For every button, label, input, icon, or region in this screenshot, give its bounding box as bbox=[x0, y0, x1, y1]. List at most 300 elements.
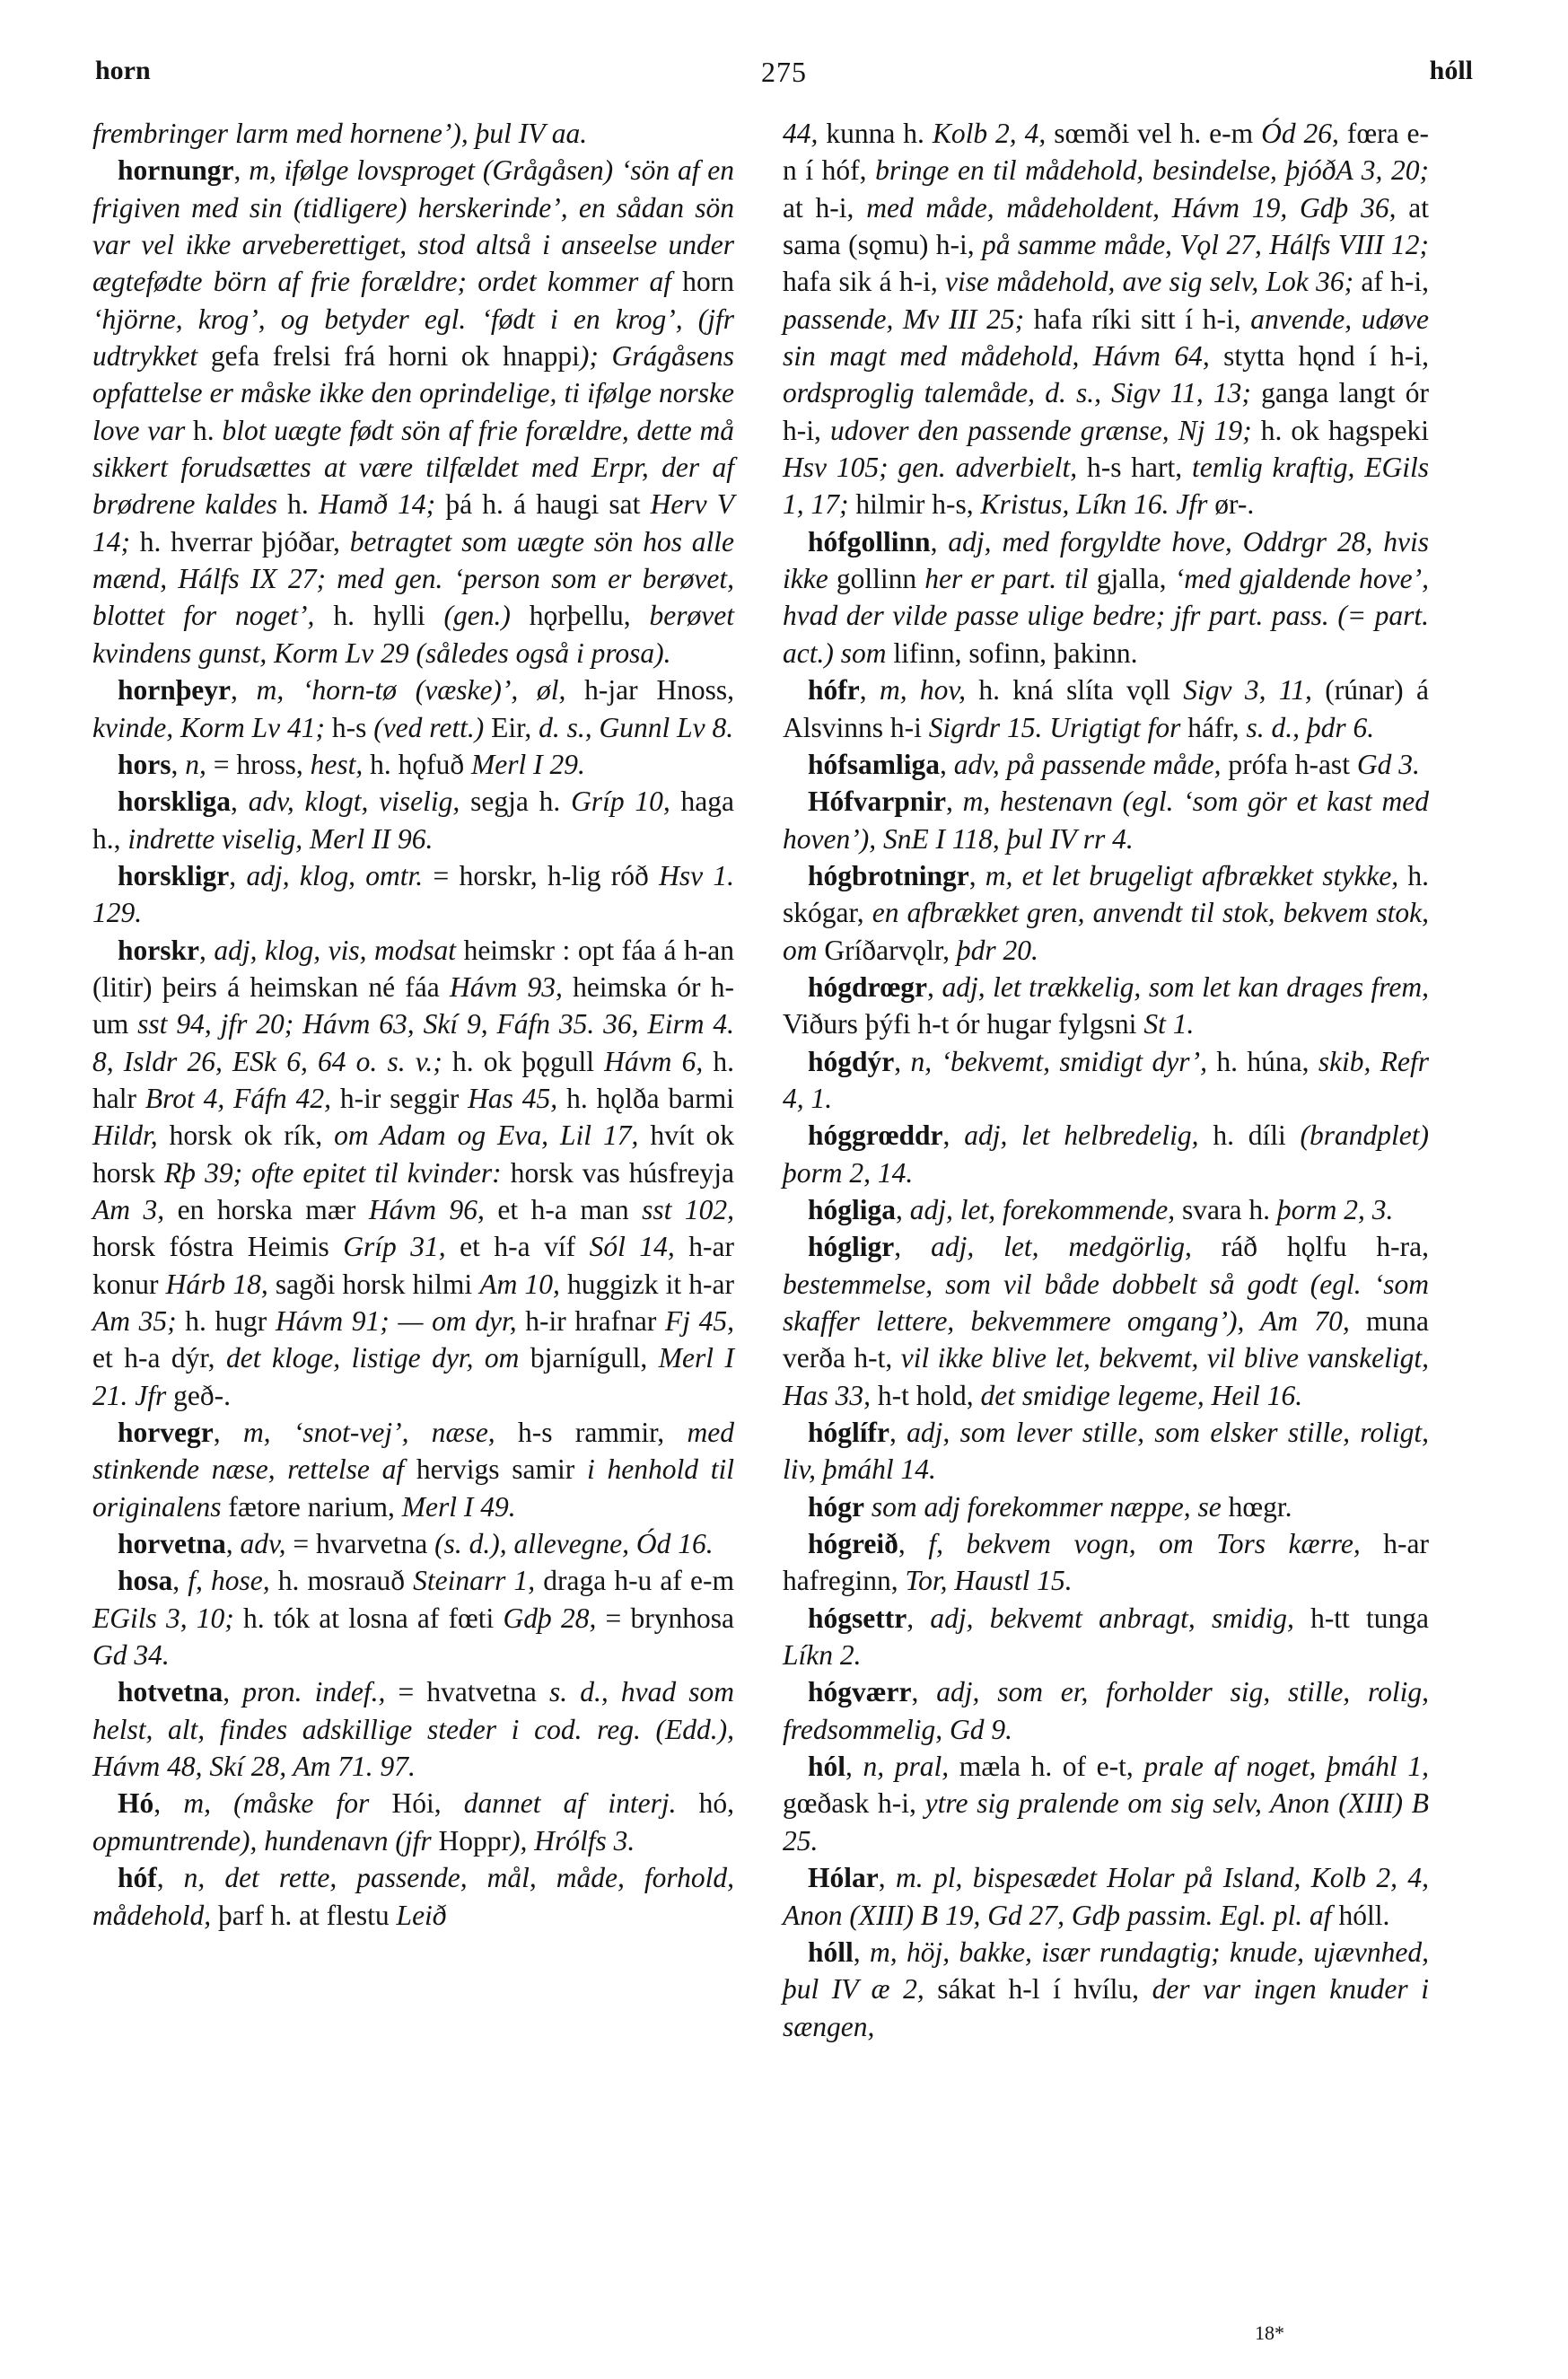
headword: hornungr bbox=[118, 154, 234, 187]
example-text: hafa ríki sitt í h-i, bbox=[1033, 303, 1251, 335]
running-head-first-word: horn bbox=[95, 56, 151, 85]
example-text: h. hylli bbox=[333, 600, 444, 632]
gloss-text: s. d., þdr 6. bbox=[1246, 711, 1375, 743]
gloss-text: Tor, Haustl 15. bbox=[905, 1565, 1073, 1597]
example-text: h-ar hafreginn, bbox=[783, 1528, 1430, 1597]
gloss-text: Sól 14, bbox=[589, 1231, 689, 1263]
example-text: , bbox=[942, 1119, 965, 1152]
example-text: þarf h. at flestu bbox=[217, 1899, 397, 1931]
example-text: = hross, bbox=[213, 748, 311, 780]
gloss-text: vil ikke blive let, bekvemt, vil blive vanskeligt, Has 33, bbox=[783, 1342, 1429, 1411]
dictionary-entry bbox=[783, 1748, 1429, 1859]
gloss-text: Has 45, bbox=[468, 1082, 567, 1114]
gloss-text: bringe en til mådehold, besindelse, þjóðA 3, 20; bbox=[875, 154, 1429, 187]
dictionary-entry bbox=[92, 783, 734, 857]
dictionary-entry bbox=[783, 523, 1429, 672]
gloss-text: Merl I 49. bbox=[401, 1490, 516, 1523]
example-text: gollinn bbox=[836, 563, 925, 595]
headword: horskr bbox=[118, 934, 200, 966]
example-text: , bbox=[233, 154, 250, 187]
gloss-text: Brot 4, Fáfn 42, bbox=[145, 1082, 340, 1114]
example-text: , bbox=[225, 1528, 241, 1560]
example-text: h. díli bbox=[1213, 1119, 1301, 1152]
dictionary-entry bbox=[783, 1934, 1429, 2045]
dictionary-entry bbox=[783, 969, 1429, 1043]
example-text: h. kná slíta vǫll bbox=[978, 674, 1184, 707]
gloss-text: (brandplet) þorm 2, 14. bbox=[783, 1119, 1429, 1189]
headword: horvegr bbox=[118, 1417, 214, 1449]
example-text: gefa frelsi frá horni ok hnappi bbox=[210, 340, 580, 373]
example-text: , bbox=[898, 1528, 929, 1560]
headword: hógreið bbox=[808, 1528, 898, 1560]
gloss-text: n, pral, bbox=[863, 1751, 959, 1783]
gloss-text: ), Hrólfs 3. bbox=[511, 1824, 635, 1857]
gloss-text: anvende, udøve sin magt med mådehold, Hávm 64, bbox=[783, 303, 1429, 373]
headword: hófgollinn bbox=[808, 525, 931, 557]
dictionary-entry bbox=[92, 152, 734, 672]
gloss-text: det smidige legeme, Heil 16. bbox=[980, 1379, 1303, 1411]
gloss-text: Steinarr 1, bbox=[413, 1565, 544, 1597]
gloss-text: m, et let brugeligt afbrækket stykke, bbox=[985, 859, 1408, 891]
example-text: h. halr bbox=[92, 1045, 734, 1114]
example-text: muna verða h-t, bbox=[783, 1305, 1429, 1374]
gloss-text: Gríp 10, bbox=[571, 786, 681, 818]
gloss-text: m, (måske for bbox=[183, 1787, 392, 1820]
example-text: , bbox=[223, 1676, 243, 1708]
example-text: = hvatvetna bbox=[398, 1676, 549, 1708]
example-text: stytta hǫnd í h-i, bbox=[1223, 340, 1429, 373]
gloss-text: þorm 2, 3. bbox=[1276, 1193, 1394, 1225]
example-text: h-jar Hnoss, bbox=[584, 674, 735, 707]
example-text: prófa h-ast bbox=[1228, 748, 1357, 780]
gloss-text: hest, bbox=[310, 748, 371, 780]
left-column bbox=[92, 115, 734, 1934]
headword: hornþeyr bbox=[118, 674, 231, 707]
example-text: = horskr, h-lig róð bbox=[433, 859, 660, 891]
example-text: h. bbox=[287, 488, 319, 521]
gloss-text: Hamð 14; bbox=[318, 488, 446, 521]
example-text: horsk ok rík, bbox=[169, 1119, 335, 1152]
gloss-text: (s. d.), allevegne, Ód 16. bbox=[434, 1528, 714, 1560]
example-text: hervigs samir bbox=[416, 1453, 588, 1486]
entry-continuation bbox=[92, 115, 734, 152]
dictionary-entry bbox=[92, 857, 734, 932]
dictionary-entry bbox=[92, 1562, 734, 1673]
example-text: heimska ór h-um bbox=[92, 970, 734, 1040]
example-text: at sama (sǫmu) h-i, bbox=[783, 191, 1429, 261]
example-text: , bbox=[896, 1193, 910, 1225]
headword: hógliga bbox=[808, 1193, 897, 1225]
dictionary-entry bbox=[783, 1859, 1429, 1934]
gloss-text: Merl I 21. Jfr bbox=[92, 1342, 734, 1411]
example-text: , bbox=[859, 674, 880, 707]
gloss-text: adv, på passende måde, bbox=[953, 748, 1229, 780]
dictionary-entry bbox=[92, 1414, 734, 1525]
gloss-text: prale af noget, þmáhl 1, bbox=[1143, 1751, 1429, 1783]
example-text: h-ir seggir bbox=[339, 1082, 469, 1114]
example-text: bjarnígull, bbox=[530, 1342, 659, 1374]
example-text: , bbox=[153, 1787, 184, 1820]
gloss-text: Hávm 91; — om dyr, bbox=[275, 1305, 526, 1337]
example-text: hó, bbox=[698, 1787, 735, 1820]
example-text: h. mosrauð bbox=[277, 1565, 414, 1597]
gloss-text: her er part. til bbox=[924, 563, 1097, 595]
gloss-text: adj, let, medgörlig, bbox=[931, 1231, 1222, 1263]
example-text: , bbox=[213, 1417, 243, 1449]
headword: hóf bbox=[118, 1862, 157, 1894]
gloss-text: n, ‘bekvemt, smidigt dyr’, bbox=[910, 1045, 1217, 1077]
gloss-text: n, bbox=[185, 748, 214, 780]
example-text: , bbox=[172, 1565, 188, 1597]
gloss-text: temlig kraftig, EGils 1, 17; bbox=[783, 452, 1429, 521]
example-text: hvít ok horsk bbox=[92, 1119, 734, 1189]
gloss-text: udover den passende grænse, Nj 19; bbox=[829, 414, 1261, 446]
example-text: = hvarvetna bbox=[293, 1528, 435, 1560]
example-text: háfr, bbox=[1187, 711, 1247, 743]
gloss-text: m. pl, bispesædet Holar på Island, Kolb 2, 4, Anon (XIII) B 19, Gd 27, Gdþ passim. Egl. pl. af bbox=[783, 1862, 1429, 1931]
example-text: = brynhosa bbox=[605, 1602, 734, 1634]
example-text: sagði horsk hilmi bbox=[275, 1268, 480, 1300]
example-text: et h-a víf bbox=[460, 1231, 590, 1263]
example-text: Gríðarvǫlr, bbox=[824, 934, 957, 966]
gloss-text: i henhold til originalens bbox=[92, 1453, 734, 1523]
dictionary-entry bbox=[783, 1488, 1429, 1525]
gloss-text: Hávm 6, bbox=[604, 1045, 714, 1077]
headword: hóll bbox=[808, 1936, 854, 1968]
example-text: h-ir hrafnar bbox=[525, 1305, 665, 1337]
example-text: h. ok hagspeki bbox=[1260, 414, 1429, 446]
example-text: h. húna, bbox=[1216, 1045, 1318, 1077]
gloss-text: opmuntrende), hundenavn (jfr bbox=[92, 1824, 439, 1857]
headword: hosa bbox=[118, 1565, 173, 1597]
gloss-text: pron. indef., bbox=[242, 1676, 399, 1708]
gloss-text: Kolb 2, 4, bbox=[932, 118, 1055, 149]
entry-continuation bbox=[783, 115, 1429, 523]
example-text: hilmir h-s, bbox=[855, 488, 981, 521]
gloss-text: ‘med gjaldende hove’, hvad der vilde passe ulige bedre; jfr part. pass. (= part. act.) som bbox=[783, 563, 1430, 669]
example-text: sákat h-l í hvílu, bbox=[937, 1973, 1152, 2006]
gloss-text: Hsv 105; gen. adverbielt, bbox=[783, 452, 1087, 484]
gloss-text: þul IV aa. bbox=[475, 118, 588, 149]
dictionary-entry bbox=[783, 672, 1429, 746]
example-text: fætore narium, bbox=[228, 1490, 402, 1523]
dictionary-entry bbox=[783, 783, 1429, 857]
gloss-text: på samme måde, Vǫl 27, Hálfs VIII 12; bbox=[982, 229, 1429, 261]
gloss-text: (gen.) bbox=[443, 600, 530, 632]
gloss-text: St 1. bbox=[1143, 1008, 1195, 1040]
example-text: ganga langt ór h-i, bbox=[783, 377, 1429, 446]
example-text: lifinn, sofinn, þakinn. bbox=[893, 636, 1138, 669]
gloss-text: det kloge, listige dyr, om bbox=[226, 1342, 530, 1374]
headword: hól bbox=[808, 1751, 846, 1783]
gloss-text: sst 94, jfr 20; Hávm 63, Skí 9, Fáfn 35. 36, Eirm 4. 8, Isldr 26, ESk 6, 64 o. s. v.; bbox=[92, 1008, 734, 1077]
gloss-text: adj, let, forekommende, bbox=[909, 1193, 1183, 1225]
example-text: gœðask h-i, bbox=[783, 1787, 925, 1820]
example-text: , bbox=[845, 1751, 863, 1783]
example-text: en horska mær bbox=[177, 1193, 369, 1225]
gloss-text: indrette viselig, Merl II 96. bbox=[127, 822, 434, 855]
gloss-text: f, hose, bbox=[188, 1565, 278, 1597]
example-text: , bbox=[156, 1862, 184, 1894]
gloss-text: m, hov, bbox=[879, 674, 979, 707]
example-text: , bbox=[853, 1936, 871, 1968]
page-number: 275 bbox=[761, 56, 807, 88]
gloss-text: Gd 3. bbox=[1356, 748, 1420, 780]
example-text: Viðurs þýfi h-t ór hugar fylgsni bbox=[783, 1008, 1144, 1040]
example-text: sœmði vel h. e-m bbox=[1054, 118, 1262, 149]
headword: hógværr bbox=[808, 1676, 912, 1708]
gloss-text: ); Grágåsens opfattelse er måske ikke den oprindelige, ti ifølge norske love var bbox=[92, 340, 734, 446]
gloss-text: vise mådehold, ave sig selv, Lok 36; bbox=[945, 266, 1362, 298]
gloss-text: berøvet kvindens gunst, Korm Lv 29 (således også i prosa). bbox=[92, 600, 734, 669]
gloss-text: Merl I 29. bbox=[471, 748, 585, 780]
example-text: , bbox=[894, 1231, 932, 1263]
headword: hógbrotningr bbox=[808, 859, 969, 891]
gloss-text: Am 3, bbox=[92, 1193, 178, 1225]
gloss-text: adj, let trækkelig, som let kan drages frem, bbox=[942, 970, 1429, 1003]
dictionary-entry bbox=[92, 932, 734, 1414]
headword: hógsettr bbox=[808, 1602, 907, 1634]
example-text: horn bbox=[682, 266, 734, 298]
gloss-text: blot uægte født sön af frie forældre, dette må sikkert forudsættes at være tilfældet med Erpr, der af brødrene kaldes bbox=[92, 414, 734, 521]
example-text: þá h. á haugi sat bbox=[445, 488, 651, 521]
example-text: h-t hold, bbox=[877, 1379, 981, 1411]
gloss-text: Am 35; bbox=[92, 1305, 186, 1337]
example-text: h. hugr bbox=[185, 1305, 276, 1337]
gloss-text: Hildr, bbox=[92, 1119, 170, 1152]
gloss-text: Rþ 39; ofte epitet til kvinder: bbox=[164, 1156, 511, 1189]
dictionary-entry bbox=[783, 1191, 1429, 1228]
gloss-text: betragtet som uægte sön hos alle mænd, Hálfs IX 27; med gen. ‘person som er berøvet, blottet for noget’, bbox=[92, 525, 734, 632]
example-text: , bbox=[930, 525, 949, 557]
dictionary-entry bbox=[783, 1414, 1429, 1488]
dictionary-entry bbox=[92, 1785, 734, 1859]
example-text: svara h. bbox=[1182, 1193, 1277, 1225]
gloss-text: f, bekvem vogn, om Tors kærre, bbox=[928, 1528, 1384, 1560]
example-text: h. tók at losna af fœti bbox=[242, 1602, 504, 1634]
example-text: mæla h. of e-t, bbox=[959, 1751, 1144, 1783]
headword: hógligr bbox=[808, 1231, 895, 1263]
example-text: hœgr. bbox=[1228, 1490, 1292, 1523]
example-text: , bbox=[889, 1417, 907, 1449]
example-text: gjalla, bbox=[1096, 563, 1175, 595]
gloss-text: Hsv 1. 129. bbox=[92, 859, 734, 929]
example-text: haga h., bbox=[92, 786, 735, 855]
example-text: h-ar konur bbox=[92, 1231, 734, 1300]
example-text: h-tt tunga bbox=[1310, 1602, 1430, 1634]
headword: hófr bbox=[808, 674, 860, 707]
running-head-last-word: hóll bbox=[1429, 56, 1473, 85]
dictionary-entry bbox=[92, 746, 734, 783]
gloss-text: adj, let helbredelig, bbox=[964, 1119, 1213, 1152]
headword: hógdýr bbox=[808, 1045, 895, 1077]
example-text: hafa sik á h-i, bbox=[783, 266, 945, 298]
example-text: hóll. bbox=[1338, 1899, 1390, 1931]
right-column bbox=[783, 115, 1429, 2045]
gloss-text: Sigv 3, 11, bbox=[1183, 674, 1326, 707]
example-text: h-s hart, bbox=[1086, 452, 1192, 484]
example-text: heimskr : opt fáa á h-an (litir) þeirs á heimskan né fáa bbox=[92, 934, 735, 1003]
headword: hófsamliga bbox=[808, 748, 941, 780]
dictionary-entry bbox=[783, 1117, 1429, 1191]
gloss-text: m, ‘snot-vej’, næse, bbox=[242, 1417, 519, 1449]
gloss-text: ordsproglig talemåde, d. s., Sigv 11, 13; bbox=[783, 377, 1262, 409]
example-text: horsk fóstra Heimis bbox=[92, 1231, 344, 1263]
gloss-text: adj, klog, omtr. bbox=[246, 859, 434, 891]
example-text: , bbox=[878, 1862, 896, 1894]
gloss-text: Hárb 18, bbox=[165, 1268, 276, 1300]
gloss-text: m, ‘horn-tø (væske)’, øl, bbox=[256, 674, 585, 707]
example-text: h-s rammir, bbox=[518, 1417, 688, 1449]
example-text: fœra e-n í hóf, bbox=[783, 118, 1430, 187]
example-text: h. skógar, bbox=[783, 859, 1429, 929]
dictionary-entry bbox=[783, 1228, 1429, 1414]
headword: horskliga bbox=[118, 786, 232, 818]
gloss-text: med stinkende næse, rettelse af bbox=[92, 1417, 734, 1486]
gloss-text: passende, Mv III 25; bbox=[783, 303, 1034, 335]
example-text: af h-i, bbox=[1361, 266, 1430, 298]
headword: Hófvarpnir bbox=[808, 786, 946, 818]
gloss-text: Leið bbox=[396, 1899, 447, 1931]
gloss-text: bestemmelse, som vil både dobbelt så godt (egl. ‘som skaffer lettere, bekvemmere omgang’), Am 70, bbox=[783, 1268, 1429, 1337]
example-text: geð-. bbox=[173, 1379, 231, 1411]
gloss-text: Kristus, Líkn 16. Jfr bbox=[980, 488, 1215, 521]
dictionary-entry bbox=[92, 1525, 734, 1562]
gloss-text: adj, som er, forholder sig, stille, rolig, fredsommelig, Gd 9. bbox=[783, 1676, 1429, 1745]
example-text: , bbox=[927, 970, 942, 1003]
example-text: kunna h. bbox=[826, 118, 933, 149]
gloss-text: þdr 20. bbox=[956, 934, 1038, 966]
dictionary-entry bbox=[783, 857, 1429, 969]
example-text: , bbox=[231, 786, 249, 818]
gloss-text: m, ifølge lovsproget (Grågåsen) ‘sön af en frigiven med sin (tidligere) herskerinde’, en sådan sön var vel ikke arveberettiget, stod altså i anseelse under ægtefødte börn af frie forældre; ordet kommer af bbox=[92, 154, 734, 298]
gloss-text: adj, klog, vis, modsat bbox=[214, 934, 464, 966]
gloss-text: adj, med forgyldte hove, Oddrgr 28, hvis ikke bbox=[783, 525, 1430, 595]
example-text: , bbox=[171, 748, 186, 780]
gloss-text: Herv V 14; bbox=[92, 488, 734, 557]
headword: horvetna bbox=[118, 1528, 226, 1560]
example-text: h. hǫfuð bbox=[370, 748, 472, 780]
gloss-text: Gdþ 28, bbox=[503, 1602, 606, 1634]
gloss-text: adv, bbox=[240, 1528, 293, 1560]
gloss-text: m, hestenavn (egl. ‘som gör et kast med hoven’), SnE I 118, þul IV rr 4. bbox=[783, 786, 1429, 855]
headword: hóglífr bbox=[808, 1417, 889, 1449]
example-text: horsk vas húsfreyja bbox=[510, 1156, 734, 1189]
gloss-text: n, det rette, passende, mål, måde, forhold, mådehold, bbox=[92, 1862, 734, 1931]
gloss-text: ytre sig pralende om sig selv, Anon (XIII) B 25. bbox=[783, 1787, 1429, 1857]
gloss-text: en afbrækket gren, anvendt til stok, bekvem stok, om bbox=[783, 897, 1429, 966]
example-text: , bbox=[968, 859, 985, 891]
gloss-text: Am 10, bbox=[479, 1268, 567, 1300]
gloss-text: 44, bbox=[783, 118, 827, 149]
dictionary-entry bbox=[783, 1673, 1429, 1748]
gloss-text: kvinde, Korm Lv 41; bbox=[92, 711, 332, 743]
example-text: draga h-u af e-m bbox=[543, 1565, 734, 1597]
example-text: (rúnar) á Alsvinns h-i bbox=[783, 674, 1429, 743]
gloss-text: som adj forekommer næppe, se bbox=[871, 1490, 1229, 1523]
example-text: , bbox=[894, 1045, 911, 1077]
gloss-text: ‘hjörne, krog’, og betyder egl. ‘født i en krog’, (jfr udtrykket bbox=[92, 303, 734, 373]
gloss-text: Hávm 96, bbox=[368, 1193, 498, 1225]
dictionary-entry bbox=[92, 1859, 734, 1934]
dictionary-entry bbox=[783, 746, 1429, 783]
dictionary-entry bbox=[783, 1600, 1429, 1674]
example-text: Hoppr bbox=[438, 1824, 512, 1857]
example-text: et h-a man bbox=[497, 1193, 643, 1225]
example-text: hǫrþellu, bbox=[529, 600, 650, 632]
gloss-text: Gríp 31, bbox=[343, 1231, 460, 1263]
printer-signature: 18* bbox=[1255, 2322, 1284, 2344]
gloss-text: Sigrdr 15. Urigtigt for bbox=[928, 711, 1188, 743]
headword: hógdrœgr bbox=[808, 970, 927, 1003]
dictionary-entry bbox=[783, 1525, 1429, 1600]
gloss-text: Hávm 93, bbox=[449, 970, 574, 1003]
gloss-text: om Adam og Eva, Lil 17, bbox=[334, 1119, 651, 1152]
example-text: h-s bbox=[331, 711, 374, 743]
gloss-text: Fj 45, bbox=[664, 1305, 734, 1337]
example-text: , bbox=[911, 1676, 937, 1708]
gloss-text: dannet af interj. bbox=[463, 1787, 699, 1820]
gloss-text: adv, klogt, viselig, bbox=[248, 786, 471, 818]
example-text: h. ok þǫgull bbox=[451, 1045, 605, 1077]
gloss-text: Líkn 2. bbox=[783, 1639, 862, 1672]
gloss-text: Ód 26, bbox=[1261, 118, 1347, 149]
gloss-text: s. d., hvad som helst, alt, findes adskillige steder i cod. reg. (Edd.), Hávm 48, Skí 28, Am 71. 97. bbox=[92, 1676, 734, 1783]
gloss-text: frembringer larm med hornene’), bbox=[92, 118, 476, 149]
headword: Hó bbox=[118, 1787, 154, 1820]
headword: Hólar bbox=[808, 1862, 879, 1894]
gloss-text: (ved rett.) bbox=[373, 711, 492, 743]
example-text: , bbox=[946, 786, 963, 818]
example-text: , bbox=[940, 748, 954, 780]
example-text: h. bbox=[193, 414, 223, 446]
example-text: h. hǫlða barmi bbox=[566, 1082, 734, 1114]
dictionary-entry bbox=[92, 672, 734, 746]
gloss-text: Gd 34. bbox=[92, 1639, 170, 1672]
example-text: , bbox=[907, 1602, 931, 1634]
dictionary-entry bbox=[783, 1043, 1429, 1118]
gloss-text: EGils 3, 10; bbox=[92, 1602, 243, 1634]
example-text: huggizk it h-ar bbox=[567, 1268, 735, 1300]
example-text bbox=[864, 1491, 872, 1523]
example-text: ráð hǫlfu h-ra, bbox=[1221, 1231, 1429, 1263]
dictionary-entry bbox=[92, 1673, 734, 1785]
example-text: , bbox=[231, 674, 257, 707]
headword: hors bbox=[118, 748, 171, 780]
example-text: Eir, bbox=[491, 711, 539, 743]
gloss-text: adj, bekvemt anbragt, smidig, bbox=[930, 1602, 1311, 1634]
example-text: at h-i, bbox=[783, 191, 867, 224]
example-text: segja h. bbox=[470, 786, 572, 818]
headword: hóggrœddr bbox=[808, 1119, 943, 1152]
gloss-text: skib, Refr 4, 1. bbox=[783, 1045, 1430, 1114]
headword: hotvetna bbox=[118, 1676, 223, 1708]
example-text: ør-. bbox=[1214, 488, 1255, 521]
gloss-text: med måde, mådeholdent, Hávm 19, Gdþ 36, bbox=[866, 191, 1409, 224]
gloss-text: adj, som lever stille, som elsker stille, roligt, liv, þmáhl 14. bbox=[783, 1417, 1429, 1486]
gloss-text: m, höj, bakke, især rundagtig; knude, ujævnhed, þul IV æ 2, bbox=[783, 1936, 1430, 2006]
example-text: h. hverrar þjóðar, bbox=[139, 525, 350, 557]
gloss-text: der var ingen knuder i sængen, bbox=[783, 1973, 1429, 2042]
gloss-text: sst 102, bbox=[642, 1193, 734, 1225]
example-text: Hói, bbox=[391, 1787, 464, 1820]
example-text: et h-a dýr, bbox=[92, 1342, 227, 1374]
example-text: , bbox=[199, 934, 215, 966]
gloss-text: d. s., Gunnl Lv 8. bbox=[539, 711, 734, 743]
example-text: , bbox=[229, 859, 247, 891]
headword: hógr bbox=[808, 1490, 864, 1523]
headword: horskligr bbox=[118, 859, 230, 891]
